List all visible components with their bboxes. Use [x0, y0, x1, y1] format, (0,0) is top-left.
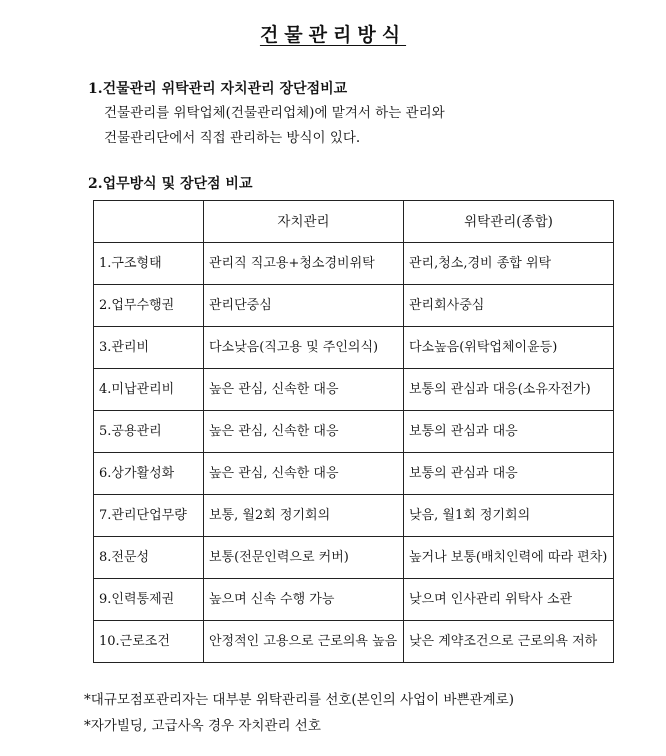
table-row	[94, 411, 614, 453]
row-item-cell: 6.상가활성화	[94, 453, 204, 495]
footnote: *자가빌딩, 고급사옥 경우 자치관리 선호	[84, 718, 321, 734]
row-trust-cell: 관리회사중심	[404, 285, 614, 327]
section1-paragraph-line: 건물관리단에서 직접 관리하는 방식이 있다.	[104, 130, 361, 146]
table-row	[94, 537, 614, 579]
row-self-cell: 높은 관심, 신속한 대응	[204, 411, 404, 453]
table-row	[94, 621, 614, 663]
table-row	[94, 285, 614, 327]
table-row	[94, 579, 614, 621]
row-item-cell: 10.근로조건	[94, 621, 204, 663]
footnote: *대규모점포관리자는 대부분 위탁관리를 선호(본인의 사업이 바쁜관계로)	[84, 692, 514, 708]
row-trust-cell: 높거나 보통(배치인력에 따라 편차)	[404, 537, 614, 579]
row-self-cell: 높은 관심, 신속한 대응	[204, 453, 404, 495]
row-item-cell: 1.구조형태	[94, 243, 204, 285]
row-trust-cell: 낮으며 인사관리 위탁사 소관	[404, 579, 614, 621]
row-self-cell: 관리직 직고용+청소경비위탁	[204, 243, 404, 285]
row-trust-cell: 낮은 계약조건으로 근로의욕 저하	[404, 621, 614, 663]
row-self-cell: 다소낮음(직고용 및 주인의식)	[204, 327, 404, 369]
row-item-cell: 7.관리단업무량	[94, 495, 204, 537]
row-item-cell: 4.미납관리비	[94, 369, 204, 411]
row-item-cell: 9.인력통제권	[94, 579, 204, 621]
row-self-cell: 보통(전문인력으로 커버)	[204, 537, 404, 579]
row-item-cell: 8.전문성	[94, 537, 204, 579]
row-item-cell: 2.업무수행권	[94, 285, 204, 327]
section2-heading: 2.업무방식 및 장단점 비교	[88, 176, 253, 192]
table-row	[94, 369, 614, 411]
page-title	[0, 20, 666, 47]
row-trust-cell: 보통의 관심과 대응	[404, 453, 614, 495]
page-title-text: 건물관리방식	[259, 24, 407, 46]
row-self-cell: 높으며 신속 수행 가능	[204, 579, 404, 621]
row-item-cell: 3.관리비	[94, 327, 204, 369]
header-cell-item	[94, 201, 204, 243]
row-self-cell: 관리단중심	[204, 285, 404, 327]
header-cell-self-management: 자치관리	[204, 201, 404, 243]
section1-heading: 1.건물관리 위탁관리 자치관리 장단점비교	[88, 81, 348, 97]
row-self-cell: 안정적인 고용으로 근로의욕 높음	[204, 621, 404, 663]
comparison-table	[93, 200, 614, 663]
table-row	[94, 327, 614, 369]
row-trust-cell: 보통의 관심과 대응	[404, 411, 614, 453]
row-self-cell: 보통, 월2회 정기회의	[204, 495, 404, 537]
row-item-cell: 5.공용관리	[94, 411, 204, 453]
table-row	[94, 495, 614, 537]
row-self-cell: 높은 관심, 신속한 대응	[204, 369, 404, 411]
table-row	[94, 243, 614, 285]
row-trust-cell: 보통의 관심과 대응(소유자전가)	[404, 369, 614, 411]
table-row	[94, 453, 614, 495]
section1-paragraph-line: 건물관리를 위탁업체(건물관리업체)에 맡겨서 하는 관리와	[104, 105, 445, 121]
row-trust-cell: 낮음, 월1회 정기회의	[404, 495, 614, 537]
table-header-row	[94, 201, 614, 243]
row-trust-cell: 관리,청소,경비 종합 위탁	[404, 243, 614, 285]
row-trust-cell: 다소높음(위탁업체이윤등)	[404, 327, 614, 369]
header-cell-trust-management: 위탁관리(종합)	[404, 201, 614, 243]
